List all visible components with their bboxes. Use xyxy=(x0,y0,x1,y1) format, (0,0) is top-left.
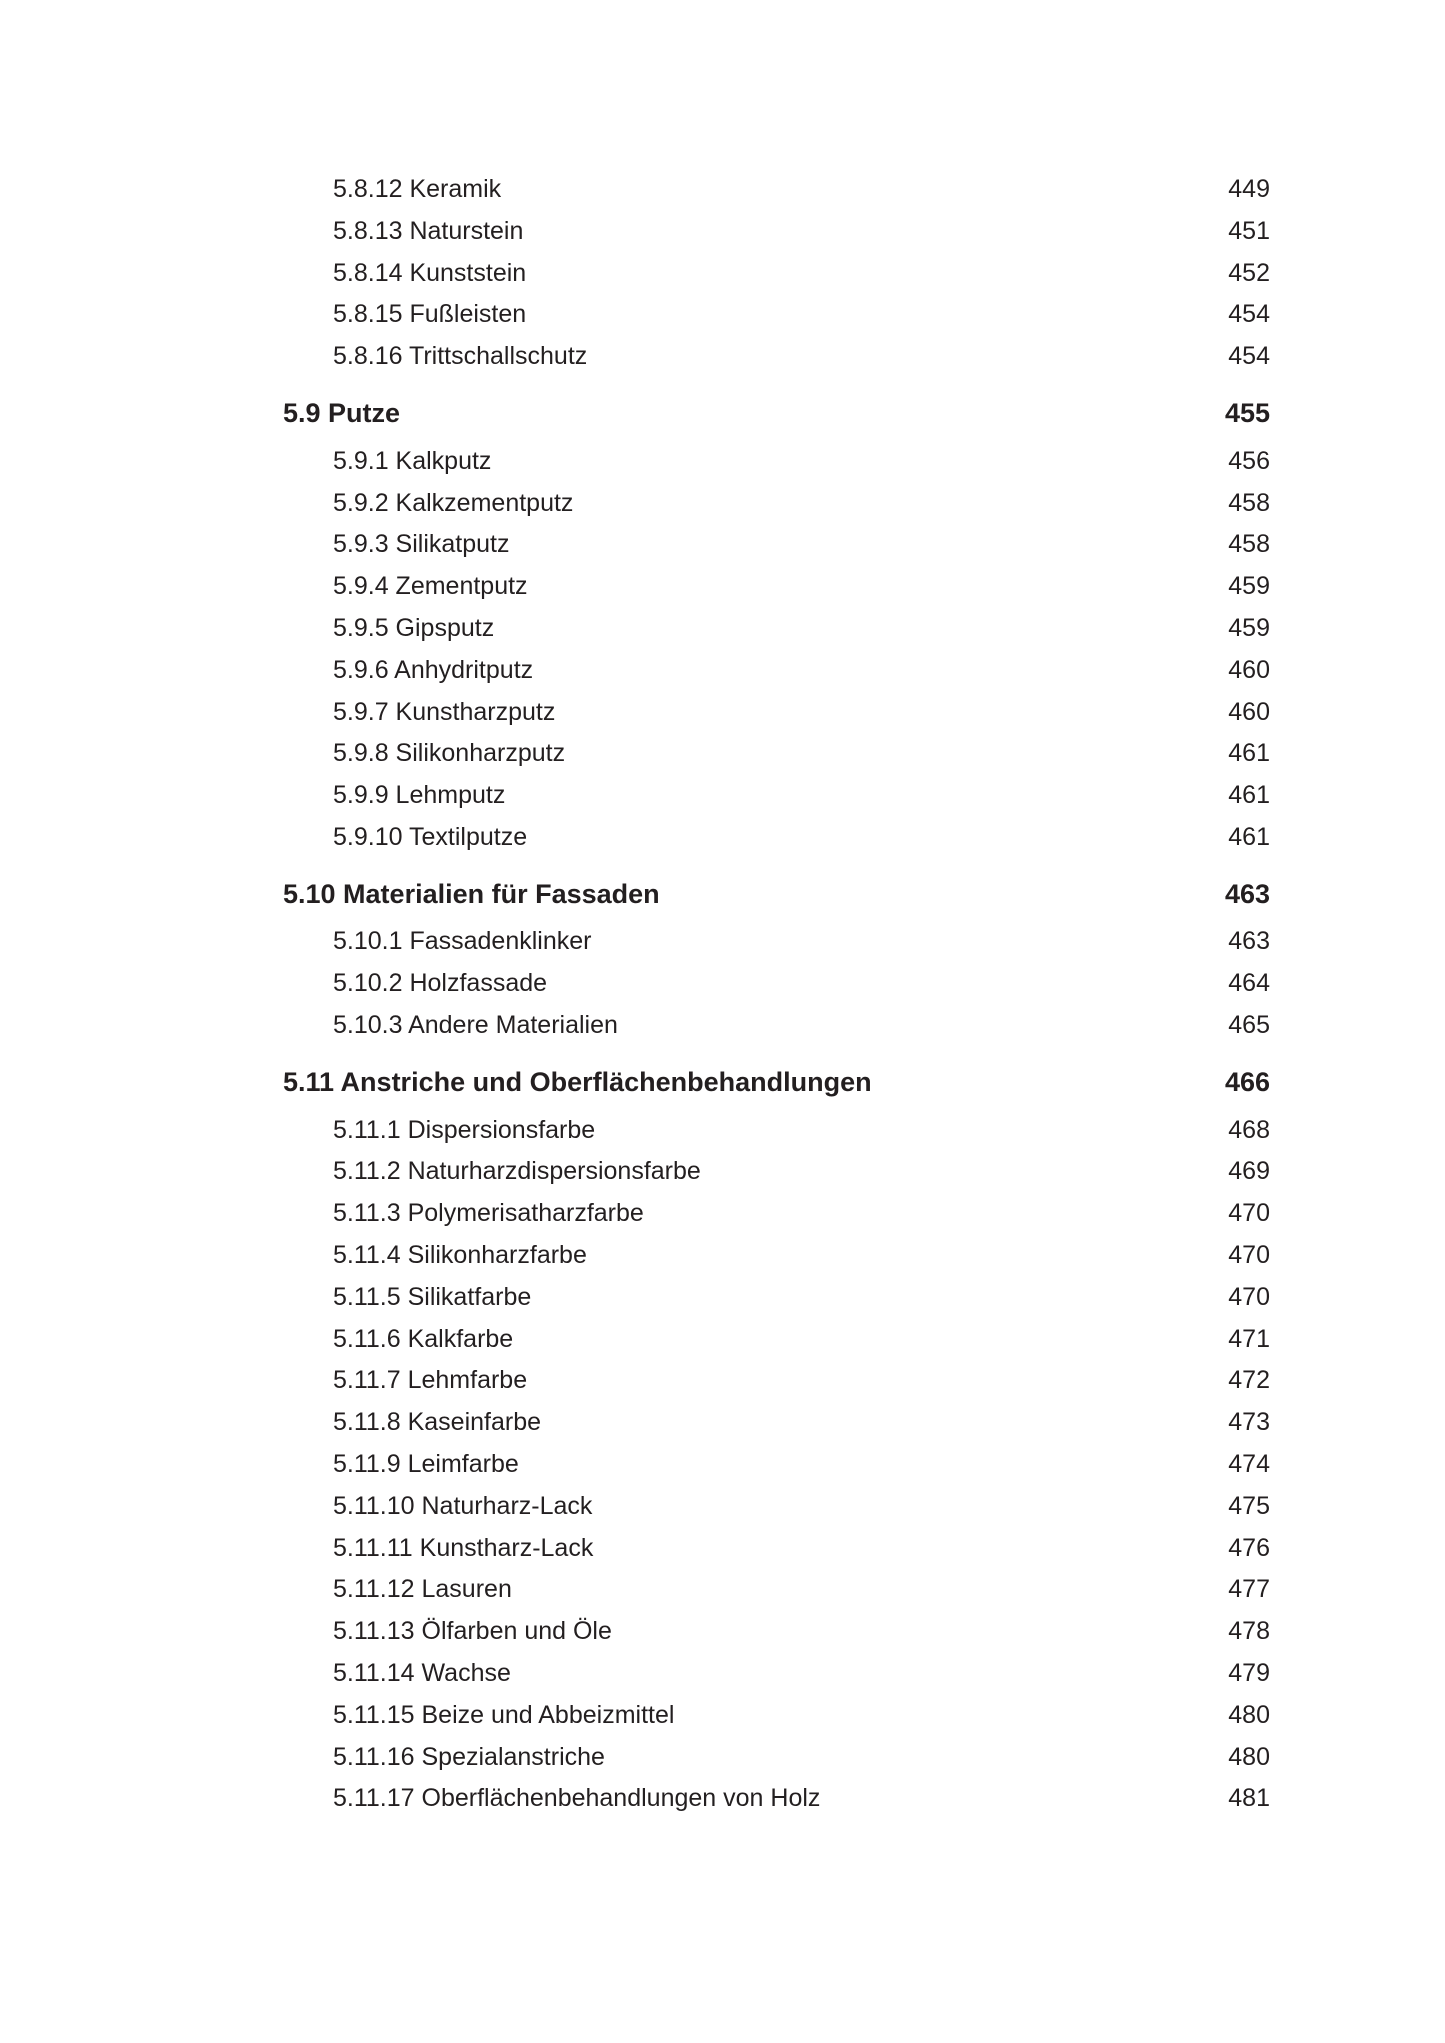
entry-title: 5.11.17 Oberflächenbehandlungen von Holz xyxy=(333,1784,821,1813)
entry-page-number: 463 xyxy=(1224,878,1270,909)
entry-title: 5.11.6 Kalkfarbe xyxy=(333,1324,514,1353)
entry-page-number: 478 xyxy=(1228,1617,1270,1646)
entry-page-number: 454 xyxy=(1228,342,1270,371)
toc-subsection-entry[interactable] xyxy=(333,1610,1270,1652)
entry-page-number: 472 xyxy=(1228,1366,1270,1395)
entry-title: 5.9.8 Silikonharzputz xyxy=(333,739,566,768)
entry-title: 5.10.1 Fassadenklinker xyxy=(333,927,592,956)
entry-title: 5.10.3 Andere Materialien xyxy=(333,1011,618,1039)
entry-page-number: 455 xyxy=(1224,398,1270,429)
entry-title: 5.11.4 Silikonharzfarbe xyxy=(333,1240,587,1269)
entry-title: 5.8.13 Naturstein xyxy=(333,216,524,245)
toc-subsection-entry[interactable] xyxy=(333,252,1270,294)
toc-subsection-entry[interactable] xyxy=(333,168,1270,210)
toc-subsection-entry[interactable] xyxy=(333,1485,1270,1527)
toc-subsection-entry[interactable] xyxy=(333,962,1270,1004)
entry-page-number: 466 xyxy=(1224,1067,1270,1097)
entry-title: 5.11.16 Spezialanstriche xyxy=(333,1742,605,1771)
entry-title: 5.11.8 Kaseinfarbe xyxy=(333,1408,542,1437)
entry-title: 5.11.1 Dispersionsfarbe xyxy=(333,1115,596,1144)
entry-page-number: 463 xyxy=(1228,927,1270,956)
entry-page-number: 456 xyxy=(1228,446,1270,475)
entry-page-number: 480 xyxy=(1228,1700,1270,1729)
entry-title: 5.9.7 Kunstharzputz xyxy=(333,697,556,726)
toc-subsection-entry[interactable] xyxy=(333,816,1270,858)
entry-title: 5.9.4 Zementputz xyxy=(333,572,528,601)
entry-title: 5.11.2 Naturharzdispersionsfarbe xyxy=(333,1157,701,1186)
toc-subsection-entry[interactable] xyxy=(333,1004,1270,1046)
entry-page-number: 475 xyxy=(1228,1491,1270,1520)
toc-subsection-entry[interactable] xyxy=(333,732,1270,774)
toc-subsection-entry[interactable] xyxy=(333,565,1270,607)
toc-subsection-entry[interactable] xyxy=(333,482,1270,524)
entry-page-number: 461 xyxy=(1228,822,1270,851)
toc-subsection-entry[interactable] xyxy=(333,1694,1270,1736)
toc-subsection-entry[interactable] xyxy=(333,1736,1270,1778)
entry-title: 5.9.10 Textilputze xyxy=(333,822,528,851)
toc-subsection-entry[interactable] xyxy=(333,649,1270,691)
entry-page-number: 452 xyxy=(1228,258,1270,287)
toc-subsection-entry[interactable] xyxy=(333,920,1270,962)
toc-subsection-entry[interactable] xyxy=(333,1150,1270,1192)
toc-subsection-entry[interactable] xyxy=(333,1777,1270,1819)
toc-subsection-entry[interactable] xyxy=(333,1401,1270,1443)
entry-page-number: 461 xyxy=(1228,739,1270,768)
entry-page-number: 465 xyxy=(1228,1011,1270,1039)
toc-subsection-entry[interactable] xyxy=(333,1568,1270,1610)
entry-title: 5.11.3 Polymerisatharzfarbe xyxy=(333,1199,644,1228)
entry-title: 5.8.12 Keramik xyxy=(333,175,502,203)
entry-page-number: 477 xyxy=(1228,1575,1270,1604)
entry-page-number: 481 xyxy=(1228,1784,1270,1813)
toc-subsection-entry[interactable] xyxy=(333,774,1270,816)
entry-title: 5.9.9 Lehmputz xyxy=(333,781,506,810)
entry-page-number: 454 xyxy=(1228,300,1270,329)
entry-page-number: 470 xyxy=(1228,1199,1270,1228)
entry-title: 5.9.2 Kalkzementputz xyxy=(333,488,574,517)
entry-page-number: 473 xyxy=(1228,1408,1270,1437)
toc-subsection-entry[interactable] xyxy=(333,293,1270,335)
entry-page-number: 480 xyxy=(1228,1742,1270,1771)
entry-page-number: 464 xyxy=(1228,969,1270,998)
entry-page-number: 459 xyxy=(1228,613,1270,642)
toc-subsection-entry[interactable] xyxy=(333,1318,1270,1360)
entry-page-number: 458 xyxy=(1228,530,1270,559)
toc-subsection-entry[interactable] xyxy=(333,335,1270,377)
entry-title: 5.11.13 Ölfarben und Öle xyxy=(333,1617,612,1646)
toc-subsection-entry[interactable] xyxy=(333,1109,1270,1151)
toc-subsection-entry[interactable] xyxy=(333,607,1270,649)
entry-title: 5.11.5 Silikatfarbe xyxy=(333,1282,532,1311)
entry-page-number: 449 xyxy=(1228,175,1270,203)
entry-title: 5.11.12 Lasuren xyxy=(333,1575,512,1604)
entry-title: 5.9.1 Kalkputz xyxy=(333,446,492,475)
entry-title: 5.9.6 Anhydritputz xyxy=(333,655,534,684)
entry-title: 5.11.15 Beize und Abbeizmittel xyxy=(333,1700,675,1729)
entry-title: 5.10.2 Holzfassade xyxy=(333,969,548,998)
entry-page-number: 476 xyxy=(1228,1533,1270,1562)
entry-page-number: 468 xyxy=(1228,1115,1270,1144)
entry-title: 5.9 Putze xyxy=(283,398,401,429)
entry-title: 5.11.10 Naturharz-Lack xyxy=(333,1491,593,1520)
entry-title: 5.11.7 Lehmfarbe xyxy=(333,1366,528,1395)
toc-subsection-entry[interactable] xyxy=(333,1652,1270,1694)
toc-section-entry[interactable] xyxy=(283,392,1270,434)
toc-section-entry[interactable] xyxy=(283,873,1270,915)
toc-section-entry[interactable] xyxy=(283,1061,1270,1103)
entry-title: 5.8.14 Kunststein xyxy=(333,258,527,287)
entry-title: 5.11.9 Leimfarbe xyxy=(333,1449,519,1478)
entry-title: 5.11.11 Kunstharz-Lack xyxy=(333,1533,594,1562)
toc-subsection-entry[interactable] xyxy=(333,1359,1270,1401)
entry-title: 5.8.16 Trittschallschutz xyxy=(333,342,588,371)
toc-subsection-entry[interactable] xyxy=(333,440,1270,482)
toc-subsection-entry[interactable] xyxy=(333,1276,1270,1318)
toc-subsection-entry[interactable] xyxy=(333,1234,1270,1276)
toc-subsection-entry[interactable] xyxy=(333,1192,1270,1234)
entry-page-number: 459 xyxy=(1228,572,1270,601)
entry-page-number: 458 xyxy=(1228,488,1270,517)
toc-subsection-entry[interactable] xyxy=(333,1443,1270,1485)
toc-subsection-entry[interactable] xyxy=(333,523,1270,565)
entry-page-number: 470 xyxy=(1228,1240,1270,1269)
entry-page-number: 460 xyxy=(1228,697,1270,726)
entry-page-number: 461 xyxy=(1228,781,1270,810)
entry-title: 5.9.5 Gipsputz xyxy=(333,613,495,642)
toc-subsection-entry[interactable] xyxy=(333,1527,1270,1569)
entry-title: 5.11 Anstriche und Oberflächenbehandlungen xyxy=(283,1067,872,1097)
entry-title: 5.8.15 Fußleisten xyxy=(333,300,527,329)
entry-page-number: 469 xyxy=(1228,1157,1270,1186)
entry-page-number: 451 xyxy=(1228,216,1270,245)
entry-page-number: 479 xyxy=(1228,1658,1270,1687)
entry-page-number: 460 xyxy=(1228,655,1270,684)
entry-title: 5.11.14 Wachse xyxy=(333,1658,511,1687)
entry-page-number: 474 xyxy=(1228,1449,1270,1478)
entry-title: 5.10 Materialien für Fassaden xyxy=(283,878,660,909)
toc-subsection-entry[interactable] xyxy=(333,691,1270,733)
toc-subsection-entry[interactable] xyxy=(333,210,1270,252)
entry-page-number: 470 xyxy=(1228,1282,1270,1311)
entry-title: 5.9.3 Silikatputz xyxy=(333,530,510,559)
entry-page-number: 471 xyxy=(1228,1324,1270,1353)
